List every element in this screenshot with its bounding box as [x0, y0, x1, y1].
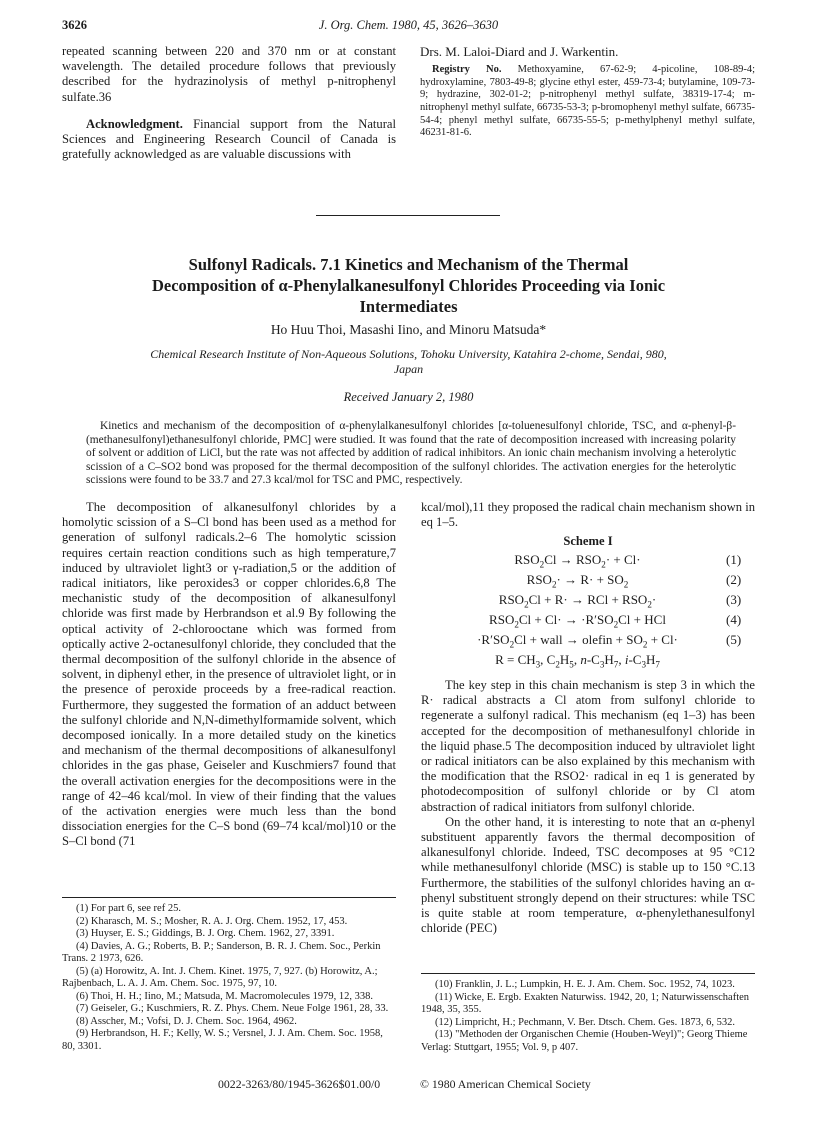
abstract-block: [86, 420, 736, 488]
equation-2: $RSO_2\cdot \to R\cdot + SO_2$: [526, 572, 629, 590]
footnote: (6) Thoi, H. H.; Iino, M.; Matsuda, M. Macromolecules 1979, 12, 338.: [76, 990, 373, 1002]
article-divider: [316, 215, 500, 216]
registry-label: Registry No.: [432, 64, 502, 76]
phenyl-substituent-paragraph: On the other hand, it is interesting to note that an α-phenyl substituent apparently favors the thermal decomposition of alkanesulfonyl chloride. Indeed, TSC decomposes at 95 °C12 while methanesulfonyl chloride (MSC) is stable up to 150 °C.13 Furthermore, the stabilities of the sulfonyl chlorides having an α-phenyl substituent strongly depend on their structures: while TSC is quite stable at room temperature, α-phenylethanesulfonyl chloride (PEC): [421, 814, 755, 936]
footnote: (1) For part 6, see ref 25.: [76, 903, 181, 914]
equation-number: (1): [726, 552, 742, 567]
acknowledged-names: Drs. M. Laloi-Diard and J. Warkentin.: [420, 44, 619, 59]
affiliation-line-2: Japan: [393, 362, 424, 376]
footnote: (13) "Methoden der Organischen Chemie (Houben-Weyl)"; Georg Thieme Verlag: Stuttgart, 1955; Vol. 9, p 407.: [421, 1029, 748, 1053]
equation-number: (5): [726, 632, 742, 647]
received-date: Received January 2, 1980: [343, 390, 474, 404]
body-right-column: [421, 500, 755, 530]
equation-r-definition: $R = CH_3$, $C_2H_5$, $n-C_3H_7$, $i-C_3H_7$: [495, 652, 660, 670]
top-right-column: [420, 44, 755, 140]
scheme-title: Scheme I: [563, 534, 613, 548]
registry-text: Methoxyamine, 67-62-9; 4-picoline, 108-89-4; hydroxylamine, 7803-49-8; glycine ethyl ester, 459-73-4; butylamine, 109-73-9; hydrazine, 302-01-2; p-nitrophenyl methyl sulfate, 38319-17-4; m-nitrophenyl methyl sulfate, 66735-53-3; p-bromophenyl methyl sulfate, 66735-54-4; phenyl methyl sulfate, 66735-55-5; p-methylphenyl methyl sulfate, 46231-81-6.: [420, 64, 755, 139]
footnote: (7) Geiseler, G.; Kuschmiers, R. Z. Phys. Chem. Neue Folge 1961, 28, 33.: [76, 1003, 389, 1014]
abstract-text: Kinetics and mechanism of the decomposition of α-phenylalkanesulfonyl chlorides [α-toluenesulfonyl chloride, TSC, and α-phenyl-β-(methanesulfonyl)ethanesulfonyl chloride, PMC] were studied. It was found that the rate of decomposition increased with increasing polarity of solvent or addition of LiCl, but the rate was not affected by addition of radical inhibitors. An ionic chain mechanism involving a heterolytic scission of a C–SO2 bond was proposed for the thermal decomposition of the sulfonyl chlorides. The activation energies for the heterolytic scissions were found to be 33.7 and 27.3 kcal/mol for TSC and PMC, respectively.: [86, 420, 736, 487]
footnotes-right: [421, 979, 755, 1054]
article-title: [90, 254, 727, 317]
equation-5: $\cdot R'SO_2Cl$ + wall → olefin + $SO_2 + Cl\cdot$: [477, 632, 678, 650]
equation-number: (2): [726, 572, 742, 587]
equation-1: $RSO_2Cl \to RSO_2\cdot + Cl\cdot$: [514, 552, 641, 570]
title-line-3: Intermediates: [359, 297, 458, 316]
title-line-2: Decomposition of α-Phenylalkanesulfonyl Chlorides Proceeding via Ionic: [151, 276, 666, 295]
footnotes-left: [62, 903, 396, 1053]
registry-numbers: [420, 64, 755, 140]
footnote: (4) Davies, A. G.; Roberts, B. P.; Sanderson, B. R. J. Chem. Soc., Perkin Trans. 2 1973, 626.: [62, 940, 381, 964]
top-left-column: [62, 44, 396, 162]
body-left-column: [62, 500, 396, 850]
equation-4: $RSO_2Cl + Cl\cdot \to \cdot R'SO_2Cl$ + HCl: [489, 612, 666, 630]
footnote-rule-right: [421, 973, 755, 974]
footnote: (12) Limpricht, H.; Pechmann, V. Ber. Dtsch. Chem. Ges. 1873, 6, 532.: [435, 1016, 735, 1028]
affiliation-line-1: Chemical Research Institute of Non-Aqueous Solutions, Tohoku University, Katahira 2-chome, Sendai, 980,: [150, 347, 667, 361]
footer-code: 0022-3263/80/1945-3626$01.00/0: [218, 1077, 381, 1091]
equation-number: (3): [726, 592, 742, 607]
page-number: 3626: [62, 18, 87, 32]
acknowledgment-text: Financial support from the Natural Sciences and Engineering Research Council of Canada is gratefully acknowledged as are valuable discussions with: [62, 116, 396, 162]
footnote: (3) Huyser, E. S.; Giddings, B. J. Org. Chem. 1962, 27, 3391.: [76, 928, 335, 939]
footnote: (10) Franklin, J. L.; Lumpkin, H. E. J. Am. Chem. Soc. 1952, 74, 1023.: [435, 979, 735, 990]
equation-number: (4): [726, 612, 742, 627]
scheme-lead-text: kcal/mol),11 they proposed the radical chain mechanism shown in eq 1–5.: [421, 500, 755, 530]
footnote: (2) Kharasch, M. S.; Mosher, R. A. J. Org. Chem. 1952, 17, 453.: [76, 915, 348, 927]
footer-copyright: © 1980 American Chemical Society: [420, 1077, 591, 1091]
introduction-paragraph: The decomposition of alkanesulfonyl chlorides by a homolytic scission of a S–Cl bond has been used as a method for generation of sulfonyl radicals.2–6 The homolytic scission requires certain reaction conditions such as high temperature,7 induced by ultraviolet light3 or γ-radiation,5 or the addition of radical initiators, like peroxides3 or copper chlorides.6,8 The mechanistic study of the decomposition of alkanesulfonyl chloride was first made by Herbrandson et al.9 By following the optical activity of 2-chlorooctane which was formed from optically active 2-octanesulfonyl chloride, they concluded that the thermal decomposition of the sulfonyl chloride in the absence of solvent, in diphenyl ether, in the presence of ultraviolet light, or in the presence of peroxide proceeds by a free-radical reaction. Furthermore, they suggested the formation of an adduct between the sulfonyl chloride and N,N-dimethylformamide solvent, which decomposed ionically. In a more detailed study on the kinetics and mechanism of the thermal decompositions of alkanesulfonyl chlorides in the gas phase, Geiseler and Kuschmiers7 found that the overall activation energies for the decompositions were in the range of 42–46 kcal/mol. In view of their finding that the values of the activation energies were much less than the bond dissociation energies for the C–S bond (69–74 kcal/mol)10 or the S–Cl bond (71: [62, 500, 396, 849]
running-header: J. Org. Chem. 1980, 45, 3626–3630: [318, 18, 499, 32]
body-right-lower: [421, 678, 755, 936]
affiliation: [80, 347, 737, 377]
footnote: (8) Asscher, M.; Vofsi, D. J. Chem. Soc. 1964, 4962.: [76, 1015, 297, 1027]
authors: Ho Huu Thoi, Masashi Iino, and Minoru Matsuda*: [270, 322, 547, 337]
equation-3: $RSO_2Cl + R\cdot$ → RCl + $RSO_2\cdot$: [498, 592, 657, 610]
mechanism-paragraph: The key step in this chain mechanism is step 3 in which the R· radical abstracts a Cl atom from sulfonyl chloride to regenerate a sulfonyl radical. This mechanism (eq 1–3) has been accepted for the decomposition of methanesulfonyl chloride in the liquid phase.5 The decomposition induced by ultraviolet light or radical initiators can be also explained by this mechanism with the modification that the RSO2· radical in eq 1 is generated by photodecomposition of sulfonyl chloride or by Cl atom abstraction of radical initiators from sulfonyl chloride.: [421, 678, 755, 814]
footnote: (9) Herbrandson, H. F.; Kelly, W. S.; Versnel, J. J. Am. Chem. Soc. 1958, 80, 3301.: [62, 1028, 383, 1052]
footnote-rule-left: [62, 897, 396, 898]
title-line-1: Sulfonyl Radicals. 7.1 Kinetics and Mechanism of the Thermal: [188, 255, 629, 274]
previous-article-paragraph: repeated scanning between 220 and 370 nm or at constant wavelength. The detailed procedure follows that previously described for the hydrazinolysis of methyl p-nitrophenyl sulfate.36: [62, 44, 396, 104]
acknowledgment-label: Acknowledgment.: [86, 116, 183, 131]
footnote: (5) (a) Horowitz, A. Int. J. Chem. Kinet. 1975, 7, 927. (b) Horowitz, A.; Rajbenbach, L. A. J. Am. Chem. Soc. 1975, 97, 10.: [62, 965, 378, 989]
footnote: (11) Wicke, E. Ergb. Exakten Naturwiss. 1942, 20, 1; Naturwissenschaften 1948, 35, 355.: [421, 991, 750, 1015]
acknowledgment-paragraph: [62, 117, 396, 163]
